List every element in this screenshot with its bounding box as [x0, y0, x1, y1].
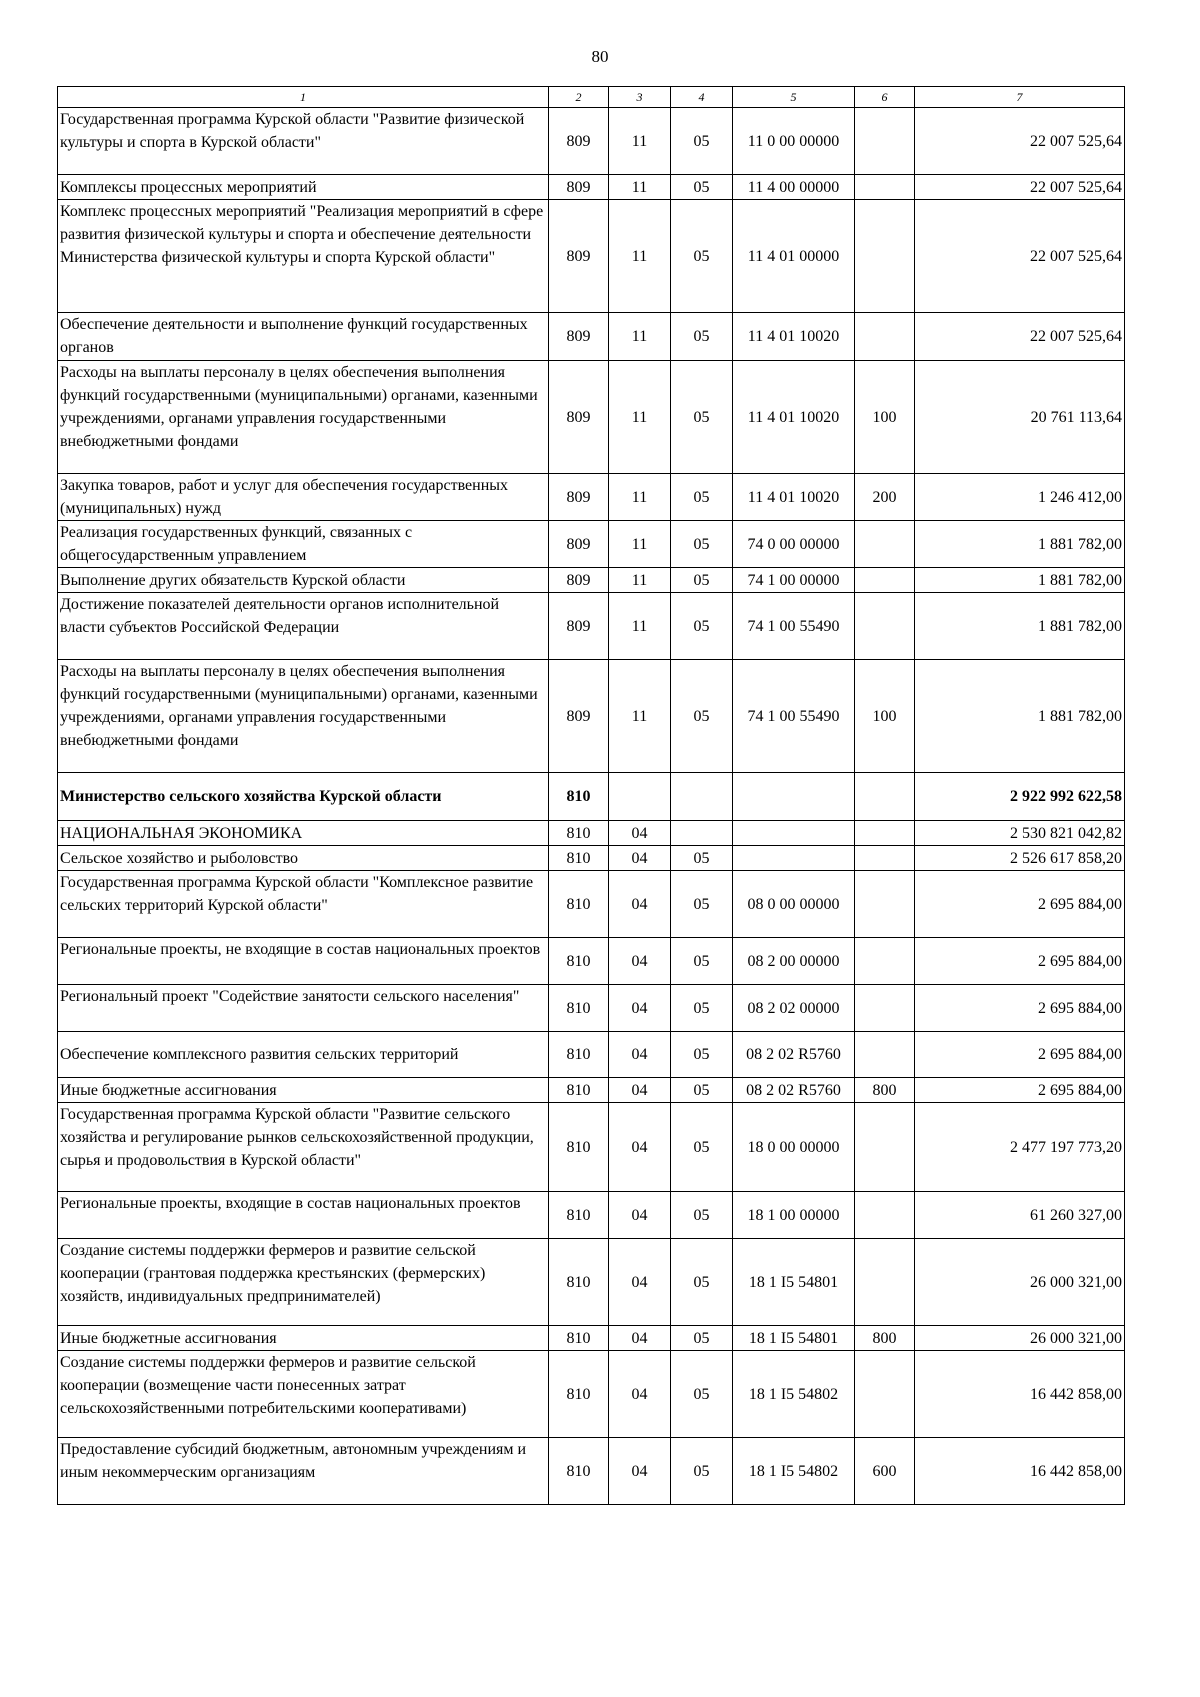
row-target-code: 18 1 I5 54801	[733, 1239, 855, 1326]
row-amount: 2 695 884,00	[915, 938, 1125, 985]
row-section-code: 04	[609, 1351, 671, 1438]
table-row	[58, 985, 1125, 1032]
header-col-target: 5	[733, 87, 855, 108]
row-name: Государственная программа Курской области "Развитие физической культуры и спорта в Курской области"	[58, 108, 549, 175]
row-amount: 22 007 525,64	[915, 108, 1125, 175]
row-amount: 1 881 782,00	[915, 660, 1125, 773]
table-row	[58, 1351, 1125, 1438]
row-ministry-code: 810	[549, 1438, 609, 1505]
row-subsection-code	[671, 821, 733, 846]
row-amount: 2 922 992 622,58	[915, 773, 1125, 821]
row-expense-type	[855, 871, 915, 938]
row-amount: 22 007 525,64	[915, 175, 1125, 200]
row-target-code: 11 4 00 00000	[733, 175, 855, 200]
row-ministry-code: 809	[549, 200, 609, 313]
row-expense-type	[855, 200, 915, 313]
table-row	[58, 871, 1125, 938]
row-subsection-code: 05	[671, 1326, 733, 1351]
row-ministry-code: 809	[549, 361, 609, 474]
page-number: 80	[591, 47, 609, 66]
row-section-code: 11	[609, 361, 671, 474]
row-name: Предоставление субсидий бюджетным, автономным учреждениям и иным некоммерческим организациям	[58, 1438, 549, 1505]
row-amount: 2 695 884,00	[915, 871, 1125, 938]
row-section-code: 04	[609, 985, 671, 1032]
row-ministry-code: 809	[549, 474, 609, 521]
row-target-code: 08 0 00 00000	[733, 871, 855, 938]
row-target-code: 08 2 02 00000	[733, 985, 855, 1032]
row-amount: 2 695 884,00	[915, 985, 1125, 1032]
table-row	[58, 568, 1125, 593]
row-subsection-code: 05	[671, 1239, 733, 1326]
row-expense-type	[855, 175, 915, 200]
row-name: Закупка товаров, работ и услуг для обеспечения государственных (муниципальных) нужд	[58, 474, 549, 521]
row-name: Иные бюджетные ассигнования	[58, 1326, 549, 1351]
row-ministry-code: 810	[549, 1103, 609, 1192]
table-row	[58, 1192, 1125, 1239]
row-expense-type	[855, 1351, 915, 1438]
row-target-code: 11 4 01 10020	[733, 313, 855, 361]
table-row	[58, 1103, 1125, 1192]
row-ministry-code: 810	[549, 1032, 609, 1078]
row-section-code: 11	[609, 568, 671, 593]
table-row	[58, 846, 1125, 871]
table-row	[58, 1438, 1125, 1505]
row-expense-type	[855, 1192, 915, 1239]
row-name: Создание системы поддержки фермеров и развитие сельской кооперации (грантовая поддержка крестьянских (фермерских) хозяйств, индивидуальных предпринимателей)	[58, 1239, 549, 1326]
row-ministry-code: 809	[549, 175, 609, 200]
row-subsection-code: 05	[671, 1103, 733, 1192]
header-col-ministry: 2	[549, 87, 609, 108]
row-ministry-code: 809	[549, 660, 609, 773]
row-ministry-code: 810	[549, 1351, 609, 1438]
row-name: Расходы на выплаты персоналу в целях обеспечения выполнения функций государственными (муниципальными) органами, казенными учреждениями, органами управления государственными внебюджетными фондами	[58, 361, 549, 474]
table-row	[58, 361, 1125, 474]
row-amount: 16 442 858,00	[915, 1351, 1125, 1438]
table-row	[58, 1239, 1125, 1326]
row-target-code: 74 1 00 00000	[733, 568, 855, 593]
row-amount: 2 530 821 042,82	[915, 821, 1125, 846]
row-subsection-code: 05	[671, 1351, 733, 1438]
row-amount: 1 881 782,00	[915, 593, 1125, 660]
row-expense-type	[855, 821, 915, 846]
row-amount: 20 761 113,64	[915, 361, 1125, 474]
row-name: НАЦИОНАЛЬНАЯ ЭКОНОМИКА	[58, 821, 549, 846]
row-name: Реализация государственных функций, связанных с общегосударственным управлением	[58, 521, 549, 568]
row-expense-type: 800	[855, 1078, 915, 1103]
row-target-code: 18 1 I5 54802	[733, 1438, 855, 1505]
table-row	[58, 1032, 1125, 1078]
row-target-code: 11 4 01 10020	[733, 361, 855, 474]
header-col-subsection: 4	[671, 87, 733, 108]
row-subsection-code: 05	[671, 1078, 733, 1103]
row-name: Региональные проекты, не входящие в состав национальных проектов	[58, 938, 549, 985]
row-target-code: 74 1 00 55490	[733, 593, 855, 660]
row-section-code: 04	[609, 821, 671, 846]
row-subsection-code: 05	[671, 871, 733, 938]
row-section-code: 04	[609, 1078, 671, 1103]
row-target-code: 11 4 01 00000	[733, 200, 855, 313]
row-expense-type	[855, 938, 915, 985]
row-ministry-code: 810	[549, 1239, 609, 1326]
table-row	[58, 474, 1125, 521]
row-section-code: 04	[609, 1438, 671, 1505]
row-expense-type	[855, 568, 915, 593]
row-subsection-code: 05	[671, 521, 733, 568]
row-amount: 22 007 525,64	[915, 200, 1125, 313]
row-ministry-code: 809	[549, 313, 609, 361]
header-col-section: 3	[609, 87, 671, 108]
row-expense-type	[855, 1239, 915, 1326]
row-ministry-code: 810	[549, 1078, 609, 1103]
table-row	[58, 521, 1125, 568]
row-section-code: 04	[609, 1103, 671, 1192]
row-subsection-code: 05	[671, 568, 733, 593]
row-subsection-code: 05	[671, 361, 733, 474]
table-row	[58, 1078, 1125, 1103]
row-subsection-code	[671, 773, 733, 821]
row-name: Министерство сельского хозяйства Курской области	[58, 773, 549, 821]
table-row	[58, 660, 1125, 773]
row-target-code: 74 0 00 00000	[733, 521, 855, 568]
row-name: Региональный проект "Содействие занятости сельского населения"	[58, 985, 549, 1032]
row-subsection-code: 05	[671, 200, 733, 313]
row-expense-type	[855, 313, 915, 361]
row-section-code: 11	[609, 660, 671, 773]
row-ministry-code: 809	[549, 521, 609, 568]
row-name: Обеспечение комплексного развития сельских территорий	[58, 1032, 549, 1078]
table-row	[58, 821, 1125, 846]
row-subsection-code: 05	[671, 1438, 733, 1505]
row-ministry-code: 810	[549, 1326, 609, 1351]
row-ministry-code: 809	[549, 108, 609, 175]
table-row	[58, 773, 1125, 821]
row-expense-type: 100	[855, 361, 915, 474]
row-expense-type	[855, 521, 915, 568]
header-col-name: 1	[58, 87, 549, 108]
row-ministry-code: 810	[549, 773, 609, 821]
row-target-code: 11 4 01 10020	[733, 474, 855, 521]
row-expense-type	[855, 773, 915, 821]
row-target-code: 18 1 I5 54801	[733, 1326, 855, 1351]
row-section-code: 04	[609, 938, 671, 985]
row-target-code	[733, 821, 855, 846]
row-target-code: 74 1 00 55490	[733, 660, 855, 773]
row-target-code: 11 0 00 00000	[733, 108, 855, 175]
row-name: Расходы на выплаты персоналу в целях обеспечения выполнения функций государственными (муниципальными) органами, казенными учреждениями, органами управления государственными внебюджетными фондами	[58, 660, 549, 773]
row-section-code: 11	[609, 521, 671, 568]
row-section-code: 11	[609, 108, 671, 175]
header-col-amount: 7	[915, 87, 1125, 108]
row-section-code: 04	[609, 846, 671, 871]
row-subsection-code: 05	[671, 985, 733, 1032]
row-section-code: 11	[609, 313, 671, 361]
row-amount: 2 526 617 858,20	[915, 846, 1125, 871]
table-row	[58, 108, 1125, 175]
row-name: Комплекс процессных мероприятий "Реализация мероприятий в сфере развития физической культуры и спорта и обеспечение деятельности Министерства физической культуры и спорта Курской области"	[58, 200, 549, 313]
table-row	[58, 175, 1125, 200]
row-amount: 16 442 858,00	[915, 1438, 1125, 1505]
row-ministry-code: 809	[549, 568, 609, 593]
row-name: Комплексы процессных мероприятий	[58, 175, 549, 200]
row-section-code: 04	[609, 1326, 671, 1351]
row-subsection-code: 05	[671, 313, 733, 361]
row-expense-type: 800	[855, 1326, 915, 1351]
row-section-code: 04	[609, 1239, 671, 1326]
row-section-code: 04	[609, 871, 671, 938]
row-expense-type	[855, 846, 915, 871]
row-target-code	[733, 773, 855, 821]
row-section-code	[609, 773, 671, 821]
row-amount: 26 000 321,00	[915, 1239, 1125, 1326]
row-subsection-code: 05	[671, 593, 733, 660]
table-body	[58, 87, 1125, 1505]
row-ministry-code: 810	[549, 938, 609, 985]
row-name: Государственная программа Курской области "Комплексное развитие сельских территорий Курской области"	[58, 871, 549, 938]
row-target-code: 18 1 I5 54802	[733, 1351, 855, 1438]
row-expense-type: 200	[855, 474, 915, 521]
row-section-code: 11	[609, 593, 671, 660]
row-subsection-code: 05	[671, 938, 733, 985]
row-expense-type: 100	[855, 660, 915, 773]
header-row	[58, 87, 1125, 108]
row-name: Сельское хозяйство и рыболовство	[58, 846, 549, 871]
row-ministry-code: 809	[549, 593, 609, 660]
row-subsection-code: 05	[671, 1032, 733, 1078]
row-amount: 1 881 782,00	[915, 521, 1125, 568]
row-subsection-code: 05	[671, 846, 733, 871]
row-target-code: 18 0 00 00000	[733, 1103, 855, 1192]
row-subsection-code: 05	[671, 474, 733, 521]
row-subsection-code: 05	[671, 175, 733, 200]
table-row	[58, 593, 1125, 660]
table-row	[58, 313, 1125, 361]
row-ministry-code: 810	[549, 1192, 609, 1239]
row-name: Обеспечение деятельности и выполнение функций государственных органов	[58, 313, 549, 361]
row-name: Выполнение других обязательств Курской области	[58, 568, 549, 593]
row-section-code: 11	[609, 175, 671, 200]
row-name: Иные бюджетные ассигнования	[58, 1078, 549, 1103]
row-amount: 1 881 782,00	[915, 568, 1125, 593]
row-ministry-code: 810	[549, 871, 609, 938]
row-target-code: 08 2 00 00000	[733, 938, 855, 985]
row-target-code: 18 1 00 00000	[733, 1192, 855, 1239]
table-row	[58, 1326, 1125, 1351]
row-expense-type	[855, 1103, 915, 1192]
row-ministry-code: 810	[549, 846, 609, 871]
row-amount: 61 260 327,00	[915, 1192, 1125, 1239]
row-section-code: 04	[609, 1192, 671, 1239]
row-section-code: 04	[609, 1032, 671, 1078]
row-expense-type: 600	[855, 1438, 915, 1505]
row-amount: 1 246 412,00	[915, 474, 1125, 521]
row-expense-type	[855, 1032, 915, 1078]
row-amount: 2 695 884,00	[915, 1078, 1125, 1103]
row-ministry-code: 810	[549, 821, 609, 846]
row-subsection-code: 05	[671, 108, 733, 175]
row-name: Создание системы поддержки фермеров и развитие сельской кооперации (возмещение части понесенных затрат сельскохозяйственными потребительскими кооперативами)	[58, 1351, 549, 1438]
row-expense-type	[855, 593, 915, 660]
row-target-code	[733, 846, 855, 871]
row-name: Государственная программа Курской области "Развитие сельского хозяйства и регулирование рынков сельскохозяйственной продукции, сырья и продовольствия в Курской области"	[58, 1103, 549, 1192]
table-row	[58, 938, 1125, 985]
row-amount: 2 695 884,00	[915, 1032, 1125, 1078]
row-expense-type	[855, 108, 915, 175]
budget-table	[57, 86, 1125, 1505]
row-section-code: 11	[609, 200, 671, 313]
header-col-expense-type: 6	[855, 87, 915, 108]
row-subsection-code: 05	[671, 1192, 733, 1239]
row-target-code: 08 2 02 R5760	[733, 1078, 855, 1103]
row-ministry-code: 810	[549, 985, 609, 1032]
row-amount: 2 477 197 773,20	[915, 1103, 1125, 1192]
row-section-code: 11	[609, 474, 671, 521]
row-amount: 22 007 525,64	[915, 313, 1125, 361]
row-expense-type	[855, 985, 915, 1032]
table-row	[58, 200, 1125, 313]
row-name: Региональные проекты, входящие в состав национальных проектов	[58, 1192, 549, 1239]
row-amount: 26 000 321,00	[915, 1326, 1125, 1351]
row-target-code: 08 2 02 R5760	[733, 1032, 855, 1078]
row-name: Достижение показателей деятельности органов исполнительной власти субъектов Российской Федерации	[58, 593, 549, 660]
row-subsection-code: 05	[671, 660, 733, 773]
